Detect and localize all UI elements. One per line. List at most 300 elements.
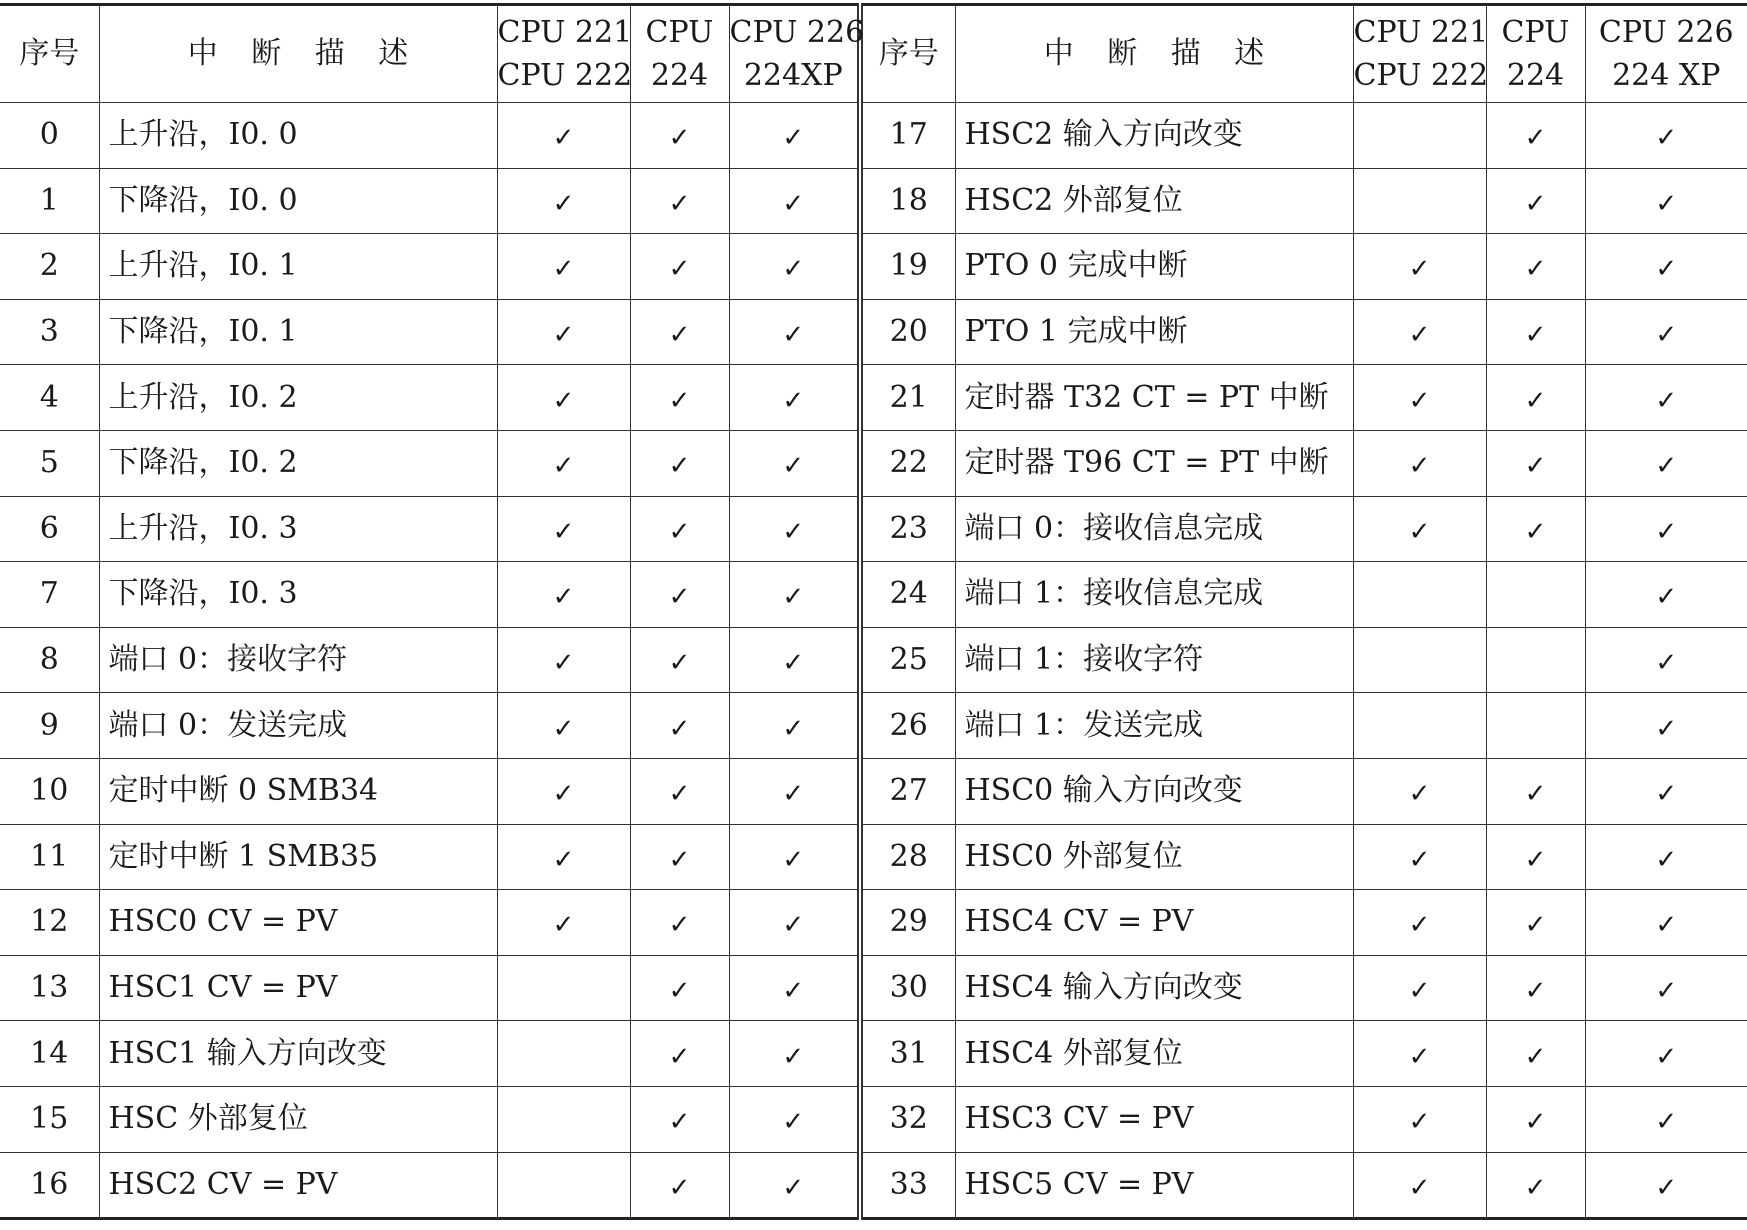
support-cpu-224	[630, 496, 729, 562]
support-cpu-221-222	[1353, 299, 1486, 365]
support-cpu-221-222	[1353, 1021, 1486, 1087]
check-mark-icon: ✓	[1524, 1041, 1547, 1072]
check-mark-icon: ✓	[668, 976, 691, 1007]
check-mark-icon: ✓	[1524, 451, 1547, 482]
check-mark-icon: ✓	[668, 320, 691, 351]
support-cpu-224	[1486, 824, 1585, 890]
table-row	[0, 365, 1747, 431]
interrupt-index: 26	[860, 693, 955, 759]
interrupt-index: 5	[0, 430, 99, 496]
header-cpu-224-right	[1486, 5, 1585, 103]
header-index-right: 序号	[860, 5, 955, 103]
interrupt-description: HSC0 CV = PV	[99, 890, 497, 956]
header-line: CPU 222	[1353, 58, 1489, 93]
support-cpu-226-224xp	[729, 758, 860, 824]
interrupt-index: 24	[860, 562, 955, 628]
support-cpu-221-222	[497, 365, 630, 431]
interrupt-description: PTO 0 完成中断	[955, 234, 1353, 300]
check-mark-icon: ✓	[552, 188, 575, 219]
interrupt-description: HSC2 CV = PV	[99, 1152, 497, 1219]
header-line: CPU 226	[1598, 14, 1734, 50]
check-mark-icon: ✓	[782, 976, 805, 1007]
support-cpu-224	[630, 693, 729, 759]
check-mark-icon: ✓	[668, 648, 691, 679]
interrupt-index: 27	[860, 758, 955, 824]
header-row	[0, 5, 1747, 103]
support-cpu-224	[1486, 234, 1585, 300]
check-mark-icon: ✓	[782, 713, 805, 744]
support-cpu-224	[1486, 758, 1585, 824]
check-mark-icon: ✓	[1655, 648, 1678, 679]
support-cpu-221-222	[1353, 430, 1486, 496]
check-mark-icon: ✓	[1408, 910, 1431, 941]
interrupt-index: 20	[860, 299, 955, 365]
check-mark-icon: ✓	[1655, 582, 1678, 613]
table-row	[0, 1152, 1747, 1219]
interrupt-description: HSC1 输入方向改变	[99, 1021, 497, 1087]
support-cpu-226-224xp	[1585, 234, 1747, 300]
check-mark-icon: ✓	[1655, 188, 1678, 219]
check-mark-icon: ✓	[1524, 123, 1547, 154]
support-cpu-224	[1486, 168, 1585, 234]
interrupt-index: 0	[0, 103, 99, 169]
interrupt-description: HSC4 CV = PV	[955, 890, 1353, 956]
support-cpu-221-222	[1353, 365, 1486, 431]
support-cpu-226-224xp	[729, 562, 860, 628]
check-mark-icon: ✓	[1655, 123, 1678, 154]
interrupt-index: 25	[860, 627, 955, 693]
check-mark-icon: ✓	[782, 1172, 805, 1203]
check-mark-icon: ✓	[782, 910, 805, 941]
support-cpu-226-224xp	[729, 1086, 860, 1152]
check-mark-icon: ✓	[668, 254, 691, 285]
support-cpu-226-224xp	[1585, 693, 1747, 759]
check-mark-icon: ✓	[552, 451, 575, 482]
interrupt-index: 6	[0, 496, 99, 562]
check-mark-icon: ✓	[1408, 1172, 1431, 1203]
interrupt-index: 30	[860, 955, 955, 1021]
interrupt-description: 上升沿，I0. 2	[99, 365, 497, 431]
check-mark-icon: ✓	[1655, 451, 1678, 482]
interrupt-description: 定时器 T32 CT = PT 中断	[955, 365, 1353, 431]
check-mark-icon: ✓	[552, 254, 575, 285]
interrupt-index: 33	[860, 1152, 955, 1219]
check-mark-icon: ✓	[552, 123, 575, 154]
support-cpu-226-224xp	[729, 103, 860, 169]
support-cpu-221-222	[1353, 758, 1486, 824]
support-cpu-224	[1486, 103, 1585, 169]
interrupt-index: 28	[860, 824, 955, 890]
support-cpu-221-222	[1353, 103, 1486, 169]
support-cpu-221-222	[497, 890, 630, 956]
table-row	[0, 168, 1747, 234]
header-line: 224 XP	[1612, 58, 1721, 93]
interrupt-index: 19	[860, 234, 955, 300]
interrupt-description: HSC5 CV = PV	[955, 1152, 1353, 1219]
support-cpu-226-224xp	[1585, 955, 1747, 1021]
support-cpu-224	[1486, 496, 1585, 562]
interrupt-description: 定时中断 0 SMB34	[99, 758, 497, 824]
support-cpu-224	[1486, 1152, 1585, 1219]
support-cpu-221-222	[1353, 1152, 1486, 1219]
support-cpu-221-222	[497, 299, 630, 365]
table-row	[0, 1021, 1747, 1087]
check-mark-icon: ✓	[1524, 844, 1547, 875]
support-cpu-221-222	[497, 1086, 630, 1152]
support-cpu-221-222	[497, 693, 630, 759]
header-index-left: 序号	[0, 5, 99, 103]
table-row	[0, 103, 1747, 169]
support-cpu-224	[630, 1152, 729, 1219]
support-cpu-226-224xp	[1585, 168, 1747, 234]
check-mark-icon: ✓	[668, 713, 691, 744]
interrupt-index: 11	[0, 824, 99, 890]
support-cpu-224	[1486, 1086, 1585, 1152]
check-mark-icon: ✓	[782, 779, 805, 810]
header-line: CPU 221	[497, 14, 633, 50]
support-cpu-226-224xp	[1585, 430, 1747, 496]
support-cpu-226-224xp	[729, 1152, 860, 1219]
table-row	[0, 693, 1747, 759]
support-cpu-224	[1486, 365, 1585, 431]
check-mark-icon: ✓	[552, 844, 575, 875]
check-mark-icon: ✓	[552, 385, 575, 416]
support-cpu-226-224xp	[729, 890, 860, 956]
support-cpu-226-224xp	[729, 1021, 860, 1087]
check-mark-icon: ✓	[668, 188, 691, 219]
support-cpu-224	[630, 562, 729, 628]
interrupt-index: 4	[0, 365, 99, 431]
check-mark-icon: ✓	[782, 648, 805, 679]
interrupt-index: 7	[0, 562, 99, 628]
support-cpu-221-222	[1353, 890, 1486, 956]
table-row	[0, 1086, 1747, 1152]
interrupt-index: 23	[860, 496, 955, 562]
check-mark-icon: ✓	[668, 1107, 691, 1138]
check-mark-icon: ✓	[1408, 516, 1431, 547]
interrupt-description: HSC4 输入方向改变	[955, 955, 1353, 1021]
interrupt-description: 定时中断 1 SMB35	[99, 824, 497, 890]
support-cpu-221-222	[497, 824, 630, 890]
interrupt-description: HSC2 外部复位	[955, 168, 1353, 234]
header-description-left: 中 断 描 述	[99, 5, 497, 103]
interrupt-description: 端口 1：接收字符	[955, 627, 1353, 693]
interrupt-index: 29	[860, 890, 955, 956]
check-mark-icon: ✓	[782, 385, 805, 416]
check-mark-icon: ✓	[668, 779, 691, 810]
interrupt-description: HSC1 CV = PV	[99, 955, 497, 1021]
support-cpu-226-224xp	[729, 168, 860, 234]
header-line: CPU 222	[497, 58, 633, 93]
interrupt-table	[0, 3, 1747, 1220]
check-mark-icon: ✓	[782, 123, 805, 154]
check-mark-icon: ✓	[1524, 1172, 1547, 1203]
check-mark-icon: ✓	[1408, 451, 1431, 482]
support-cpu-226-224xp	[1585, 1152, 1747, 1219]
support-cpu-221-222	[1353, 824, 1486, 890]
table-row	[0, 627, 1747, 693]
interrupt-index: 13	[0, 955, 99, 1021]
support-cpu-224	[1486, 955, 1585, 1021]
support-cpu-226-224xp	[729, 299, 860, 365]
table-row	[0, 758, 1747, 824]
check-mark-icon: ✓	[782, 254, 805, 285]
check-mark-icon: ✓	[1408, 254, 1431, 285]
interrupt-index: 3	[0, 299, 99, 365]
check-mark-icon: ✓	[1408, 1107, 1431, 1138]
header-line: 224	[650, 58, 709, 93]
header-cpu-221-222-left	[497, 5, 633, 103]
support-cpu-221-222	[497, 496, 630, 562]
support-cpu-221-222	[497, 234, 630, 300]
check-mark-icon: ✓	[782, 582, 805, 613]
check-mark-icon: ✓	[1655, 844, 1678, 875]
support-cpu-221-222	[1353, 693, 1486, 759]
support-cpu-221-222	[497, 758, 630, 824]
interrupt-description: HSC4 外部复位	[955, 1021, 1353, 1087]
header-line: CPU	[645, 14, 714, 50]
check-mark-icon: ✓	[1408, 320, 1431, 351]
check-mark-icon: ✓	[782, 516, 805, 547]
support-cpu-226-224xp	[729, 693, 860, 759]
interrupt-description: 上升沿，I0. 1	[99, 234, 497, 300]
check-mark-icon: ✓	[668, 582, 691, 613]
interrupt-description: 下降沿，I0. 0	[99, 168, 497, 234]
check-mark-icon: ✓	[552, 779, 575, 810]
check-mark-icon: ✓	[1655, 713, 1678, 744]
support-cpu-226-224xp	[1585, 562, 1747, 628]
support-cpu-221-222	[1353, 168, 1486, 234]
table-row	[0, 562, 1747, 628]
check-mark-icon: ✓	[1524, 910, 1547, 941]
interrupt-description: 端口 0：接收字符	[99, 627, 497, 693]
support-cpu-224	[630, 168, 729, 234]
check-mark-icon: ✓	[782, 1107, 805, 1138]
support-cpu-224	[630, 365, 729, 431]
interrupt-index: 9	[0, 693, 99, 759]
support-cpu-221-222	[1353, 627, 1486, 693]
support-cpu-226-224xp	[1585, 496, 1747, 562]
check-mark-icon: ✓	[782, 844, 805, 875]
support-cpu-224	[630, 758, 729, 824]
header-cpu-226-224xp-left	[729, 5, 865, 103]
support-cpu-221-222	[497, 1152, 630, 1219]
interrupt-description: 定时器 T96 CT = PT 中断	[955, 430, 1353, 496]
check-mark-icon: ✓	[668, 1172, 691, 1203]
support-cpu-224	[630, 1086, 729, 1152]
support-cpu-226-224xp	[1585, 103, 1747, 169]
support-cpu-221-222	[497, 627, 630, 693]
support-cpu-226-224xp	[1585, 1086, 1747, 1152]
check-mark-icon: ✓	[782, 1041, 805, 1072]
interrupt-index: 1	[0, 168, 99, 234]
check-mark-icon: ✓	[552, 582, 575, 613]
interrupt-description: 下降沿，I0. 1	[99, 299, 497, 365]
check-mark-icon: ✓	[782, 451, 805, 482]
support-cpu-226-224xp	[1585, 365, 1747, 431]
check-mark-icon: ✓	[1655, 516, 1678, 547]
support-cpu-224	[1486, 562, 1585, 628]
support-cpu-224	[630, 627, 729, 693]
interrupt-index: 21	[860, 365, 955, 431]
support-cpu-221-222	[1353, 955, 1486, 1021]
header-description-right: 中 断 描 述	[955, 5, 1353, 103]
table-row	[0, 234, 1747, 300]
check-mark-icon: ✓	[1655, 910, 1678, 941]
support-cpu-221-222	[497, 562, 630, 628]
support-cpu-224	[1486, 430, 1585, 496]
check-mark-icon: ✓	[1408, 779, 1431, 810]
interrupt-description: 下降沿，I0. 2	[99, 430, 497, 496]
interrupt-index: 2	[0, 234, 99, 300]
table-row	[0, 430, 1747, 496]
support-cpu-224	[630, 430, 729, 496]
header-cpu-226-224xp-right	[1585, 5, 1747, 103]
check-mark-icon: ✓	[1655, 1107, 1678, 1138]
check-mark-icon: ✓	[1655, 385, 1678, 416]
support-cpu-221-222	[1353, 496, 1486, 562]
support-cpu-224	[1486, 890, 1585, 956]
check-mark-icon: ✓	[1408, 1041, 1431, 1072]
support-cpu-226-224xp	[729, 430, 860, 496]
check-mark-icon: ✓	[668, 844, 691, 875]
support-cpu-226-224xp	[729, 234, 860, 300]
check-mark-icon: ✓	[1655, 1172, 1678, 1203]
support-cpu-224	[630, 824, 729, 890]
support-cpu-226-224xp	[1585, 299, 1747, 365]
interrupt-description: 端口 1：接收信息完成	[955, 562, 1353, 628]
table-row	[0, 824, 1747, 890]
header-line: 224XP	[743, 58, 843, 93]
check-mark-icon: ✓	[1524, 254, 1547, 285]
check-mark-icon: ✓	[1524, 976, 1547, 1007]
table-row	[0, 496, 1747, 562]
support-cpu-221-222	[1353, 562, 1486, 628]
check-mark-icon: ✓	[1408, 385, 1431, 416]
support-cpu-221-222	[497, 1021, 630, 1087]
support-cpu-224	[630, 890, 729, 956]
interrupt-index: 14	[0, 1021, 99, 1087]
check-mark-icon: ✓	[1655, 1041, 1678, 1072]
interrupt-description: HSC0 输入方向改变	[955, 758, 1353, 824]
header-line: CPU 226	[729, 14, 865, 50]
interrupt-index: 32	[860, 1086, 955, 1152]
check-mark-icon: ✓	[668, 910, 691, 941]
table-row	[0, 299, 1747, 365]
check-mark-icon: ✓	[1655, 320, 1678, 351]
check-mark-icon: ✓	[1524, 188, 1547, 219]
interrupt-index: 31	[860, 1021, 955, 1087]
interrupt-index: 18	[860, 168, 955, 234]
check-mark-icon: ✓	[552, 320, 575, 351]
interrupt-description: HSC0 外部复位	[955, 824, 1353, 890]
support-cpu-224	[1486, 627, 1585, 693]
support-cpu-221-222	[497, 430, 630, 496]
support-cpu-221-222	[497, 103, 630, 169]
interrupt-index: 22	[860, 430, 955, 496]
interrupt-description: 端口 0：接收信息完成	[955, 496, 1353, 562]
interrupt-index: 8	[0, 627, 99, 693]
interrupt-description: 上升沿，I0. 0	[99, 103, 497, 169]
interrupt-description: 下降沿，I0. 3	[99, 562, 497, 628]
support-cpu-224	[1486, 693, 1585, 759]
support-cpu-224	[630, 299, 729, 365]
check-mark-icon: ✓	[668, 385, 691, 416]
support-cpu-226-224xp	[1585, 824, 1747, 890]
check-mark-icon: ✓	[1524, 779, 1547, 810]
table-row	[0, 955, 1747, 1021]
check-mark-icon: ✓	[782, 188, 805, 219]
interrupt-index: 12	[0, 890, 99, 956]
support-cpu-221-222	[1353, 1086, 1486, 1152]
table-body	[0, 103, 1747, 1219]
support-cpu-226-224xp	[1585, 758, 1747, 824]
support-cpu-224	[1486, 299, 1585, 365]
interrupt-index: 16	[0, 1152, 99, 1219]
interrupt-description: 上升沿，I0. 3	[99, 496, 497, 562]
check-mark-icon: ✓	[1408, 976, 1431, 1007]
check-mark-icon: ✓	[1524, 1107, 1547, 1138]
interrupt-description: PTO 1 完成中断	[955, 299, 1353, 365]
check-mark-icon: ✓	[668, 1041, 691, 1072]
support-cpu-226-224xp	[729, 824, 860, 890]
support-cpu-226-224xp	[729, 365, 860, 431]
header-cpu-221-222-right	[1353, 5, 1489, 103]
check-mark-icon: ✓	[1524, 516, 1547, 547]
check-mark-icon: ✓	[1655, 976, 1678, 1007]
support-cpu-221-222	[497, 168, 630, 234]
support-cpu-221-222	[497, 955, 630, 1021]
support-cpu-224	[630, 103, 729, 169]
interrupt-description: HSC 外部复位	[99, 1086, 497, 1152]
header-cpu-224-left	[630, 5, 729, 103]
interrupt-description: HSC3 CV = PV	[955, 1086, 1353, 1152]
interrupt-description: 端口 1：发送完成	[955, 693, 1353, 759]
check-mark-icon: ✓	[552, 648, 575, 679]
support-cpu-226-224xp	[1585, 1021, 1747, 1087]
table-row	[0, 890, 1747, 956]
check-mark-icon: ✓	[552, 516, 575, 547]
interrupt-description: HSC2 输入方向改变	[955, 103, 1353, 169]
check-mark-icon: ✓	[668, 451, 691, 482]
check-mark-icon: ✓	[1524, 385, 1547, 416]
support-cpu-224	[630, 1021, 729, 1087]
support-cpu-221-222	[1353, 234, 1486, 300]
check-mark-icon: ✓	[1408, 844, 1431, 875]
interrupt-index: 15	[0, 1086, 99, 1152]
interrupt-description: 端口 0：发送完成	[99, 693, 497, 759]
check-mark-icon: ✓	[1524, 320, 1547, 351]
support-cpu-224	[1486, 1021, 1585, 1087]
header-line: CPU 221	[1353, 14, 1489, 50]
support-cpu-226-224xp	[729, 955, 860, 1021]
support-cpu-226-224xp	[1585, 890, 1747, 956]
interrupt-index: 10	[0, 758, 99, 824]
check-mark-icon: ✓	[1655, 779, 1678, 810]
check-mark-icon: ✓	[552, 910, 575, 941]
header-line: 224	[1506, 58, 1565, 93]
check-mark-icon: ✓	[668, 123, 691, 154]
support-cpu-226-224xp	[729, 496, 860, 562]
check-mark-icon: ✓	[1655, 254, 1678, 285]
header-line: CPU	[1501, 14, 1570, 50]
support-cpu-226-224xp	[1585, 627, 1747, 693]
support-cpu-226-224xp	[729, 627, 860, 693]
check-mark-icon: ✓	[552, 713, 575, 744]
support-cpu-224	[630, 955, 729, 1021]
support-cpu-224	[630, 234, 729, 300]
check-mark-icon: ✓	[782, 320, 805, 351]
